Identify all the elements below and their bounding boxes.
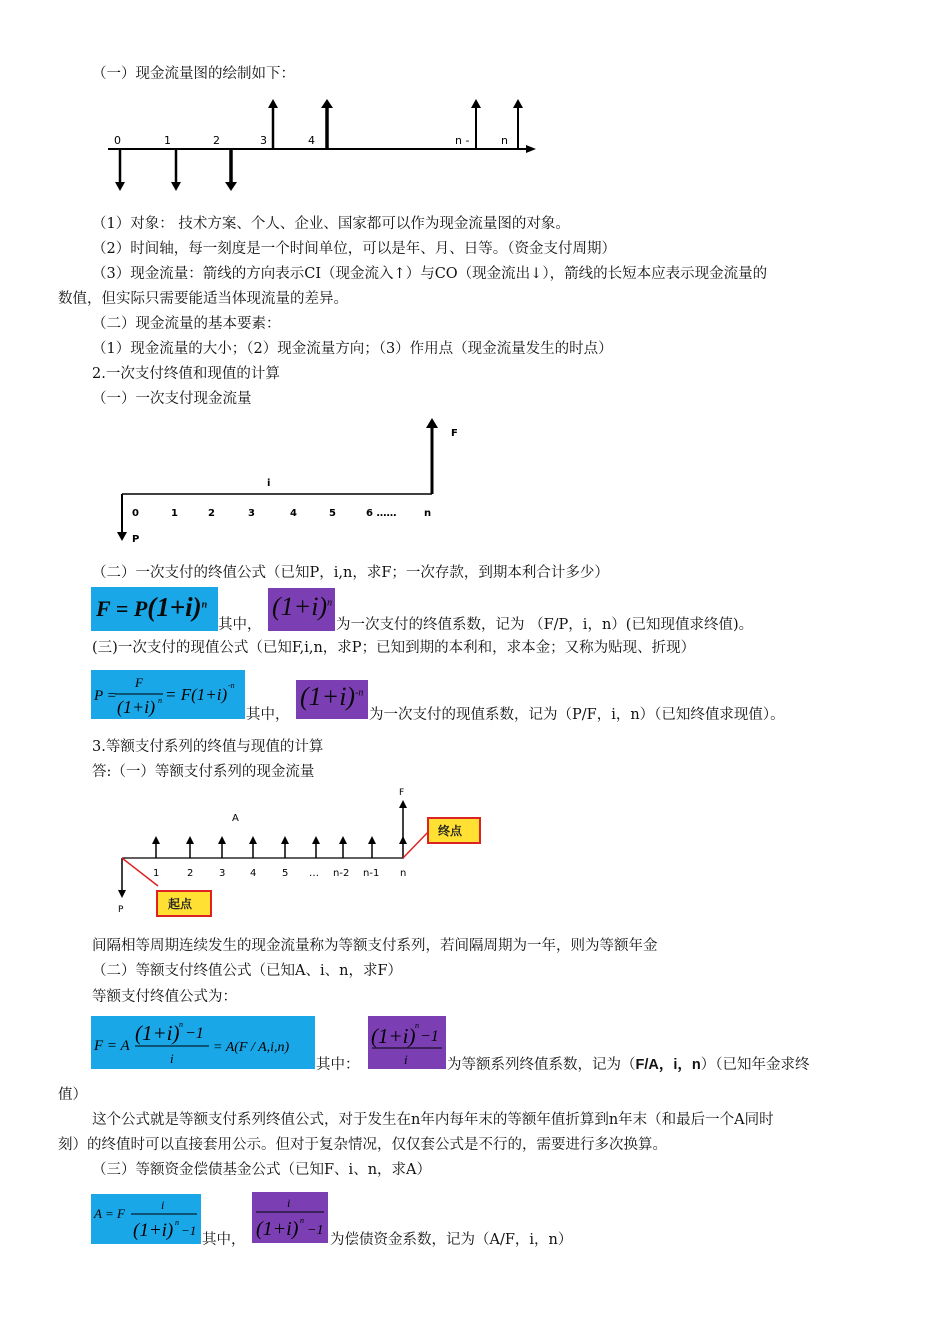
fa-factor <box>368 1016 446 1069</box>
single-payment-diagram <box>110 414 470 550</box>
fv-lhs: F = P <box>96 596 148 621</box>
pv-text2: 为一次支付的现值系数，记为（P/F，i，n）（已知终值求现值）。 <box>369 707 785 723</box>
fa-lhs: F = A <box>94 1038 130 1054</box>
fv-base: (1+i) <box>147 592 202 622</box>
fv-factor-exp: n <box>327 597 333 609</box>
fa-text2b: F/A，i，n <box>635 1057 701 1073</box>
label-A: A <box>232 813 239 824</box>
fa-factor-num: (1+i) <box>371 1024 416 1048</box>
fa-den: i <box>170 1051 174 1066</box>
af-factor <box>252 1192 328 1243</box>
label-F: F <box>451 428 458 439</box>
elements-list: （1）现金流量的大小；（2）现金流量方向；（3）作用点（现金流量发生的时点） <box>92 341 613 357</box>
cashflow-diagram-1 <box>100 92 550 197</box>
section2-sub3: (三)一次支付的现值公式（已知F,i,n，求P；已知到期的本利和，求本金；又称为贴现、折现） <box>92 640 696 656</box>
pv-factor-base: (1+i) <box>300 682 356 711</box>
paragraph-b: 刻）的终值时可以直接套用公示。但对于复杂情况，仅仅套公式是不行的，需要进行多次换算。 <box>58 1137 667 1153</box>
af-factor-den: (1+i) <box>256 1218 299 1240</box>
af-den-exp: n <box>175 1218 179 1227</box>
tick-label: … <box>309 868 319 879</box>
tick-label: 2 <box>213 134 220 147</box>
label-i: i <box>267 478 271 489</box>
tick-label: 4 <box>308 134 315 147</box>
section3-sub2b: 等额支付终值公式为： <box>92 989 237 1005</box>
fa-text2c: ）（已知年金求终 <box>700 1057 810 1073</box>
af-den-tail: −1 <box>181 1223 197 1238</box>
section3-sub1: 答:（一）等额支付系列的现金流量 <box>92 764 315 780</box>
annuity-diagram <box>110 784 490 924</box>
fa-text2a: 为等额系列终值系数，记为（ <box>447 1057 636 1073</box>
label-P: P <box>132 534 140 545</box>
af-num: i <box>161 1198 165 1212</box>
tick-label: 3 <box>248 508 255 519</box>
tick-label: 0 <box>114 134 121 147</box>
pv-den: (1+i) <box>117 697 156 717</box>
start-label: 起点 <box>168 897 193 911</box>
fa-factor-tail: −1 <box>420 1028 439 1045</box>
tick-label: 1 <box>153 868 160 879</box>
pv-formula <box>91 670 245 719</box>
section1-heading: （一）现金流量图的绘制如下： <box>92 66 295 82</box>
fa-text1: 其中： <box>316 1057 360 1073</box>
fa-rhs: = A(F / A,i,n) <box>213 1040 290 1055</box>
af-formula <box>91 1194 201 1244</box>
tick-label: n-1 <box>363 868 380 879</box>
section1-heading2: （二）现金流量的基本要素： <box>92 316 281 332</box>
fv-text2: 为一次支付的终值系数，记为 （F/P，i，n）(已知现值求终值)。 <box>336 617 754 633</box>
pv-den-exp: n <box>158 696 162 705</box>
fv-factor-base: (1+i) <box>272 592 328 621</box>
af-factor-exp: n <box>300 1216 304 1225</box>
pv-factor-exp: -n <box>355 687 364 699</box>
pv-factor <box>300 682 363 712</box>
fa-num-exp: n <box>179 1020 183 1029</box>
pv-num: F <box>135 675 143 690</box>
fa-factor-exp: n <box>415 1021 419 1030</box>
af-factor-tail: −1 <box>307 1223 324 1238</box>
section3-title: 3.等额支付系列的终值与现值的计算 <box>92 739 324 755</box>
tick-label: 1 <box>164 134 171 147</box>
tick-label: n - <box>455 134 470 147</box>
fa-num-tail: −1 <box>185 1025 204 1042</box>
fa-num: (1+i) <box>135 1021 180 1045</box>
tick-label: 2 <box>187 868 194 879</box>
fv-text1: 其中， <box>218 617 262 633</box>
tick-label: 4 <box>290 508 297 519</box>
tick-label: 5 <box>282 868 289 879</box>
tick-label: 2 <box>208 508 215 519</box>
tick-label: n <box>400 868 407 879</box>
item-timeline: （2）时间轴，每一刻度是一个时间单位，可以是年、月、日等。（资金支付周期） <box>92 241 616 257</box>
pv-text1: 其中， <box>246 707 290 723</box>
tick-label: 3 <box>260 134 267 147</box>
fv-formula <box>96 592 207 623</box>
tick-label: 4 <box>250 868 257 879</box>
item-object: （1）对象： 技术方案、个人、企业、国家都可以作为现金流量图的对象。 <box>92 216 570 232</box>
tick-label: 0 <box>132 508 139 519</box>
annuity-arrows <box>156 842 403 858</box>
pv-rhs: = F(1+i) <box>165 685 228 704</box>
fa-text2 <box>447 1055 810 1075</box>
section2-sub2: （二）一次支付的终值公式（已知P，i,n，求F；一次存款，到期本利合计多少） <box>92 565 609 581</box>
item-cashflow-b: 数值，但实际只需要能适当体现流量的差异。 <box>58 291 348 307</box>
af-lhs: A = F <box>94 1206 125 1221</box>
pv-lhs: P = <box>94 688 117 704</box>
pv-rhs-exp: -n <box>228 681 235 690</box>
section3-sub2: （二）等额支付终值公式（已知A、i、n，求F） <box>92 963 403 979</box>
label-P: P <box>118 905 124 915</box>
section3-sub3: （三）等额资金偿债基金公式（已知F、i、n，求A） <box>92 1162 432 1178</box>
fa-factor-den: i <box>404 1052 408 1067</box>
tick-label: 6 …… <box>366 508 397 519</box>
af-den: (1+i) <box>133 1220 174 1241</box>
tick-label: 3 <box>219 868 226 879</box>
fa-text3: 值） <box>58 1087 87 1103</box>
item-cashflow-a: （3）现金流量：箭线的方向表示CI（现金流入↑）与CO（现金流出↓），箭线的长短本应表示现金流量的 <box>92 266 768 282</box>
tick-label: n <box>501 134 508 147</box>
tick-label: n <box>424 508 432 519</box>
tick-label: 1 <box>171 508 178 519</box>
fa-formula <box>91 1016 315 1069</box>
af-text2: 为偿债资金系数，记为（A/F，i，n） <box>330 1232 573 1248</box>
af-text1: 其中， <box>202 1232 246 1248</box>
section2-sub1: （一）一次支付现金流量 <box>92 391 252 407</box>
tick-label: n-2 <box>333 868 350 879</box>
af-factor-num: i <box>287 1196 291 1210</box>
paragraph-a: 这个公式就是等额支付系列终值公式，对于发生在n年内每年末的等额年值折算到n年末（和最后一个A同时 <box>92 1112 774 1128</box>
tick-label: 5 <box>329 508 336 519</box>
annuity-definition: 间隔相等周期连续发生的现金流量称为等额支付系列，若间隔周期为一年，则为等额年金 <box>92 938 658 954</box>
section2-title: 2.一次支付终值和现值的计算 <box>92 366 280 382</box>
fv-exp: n <box>201 599 208 611</box>
fv-factor <box>272 592 332 622</box>
label-F: F <box>399 788 405 798</box>
end-label: 终点 <box>438 824 463 838</box>
